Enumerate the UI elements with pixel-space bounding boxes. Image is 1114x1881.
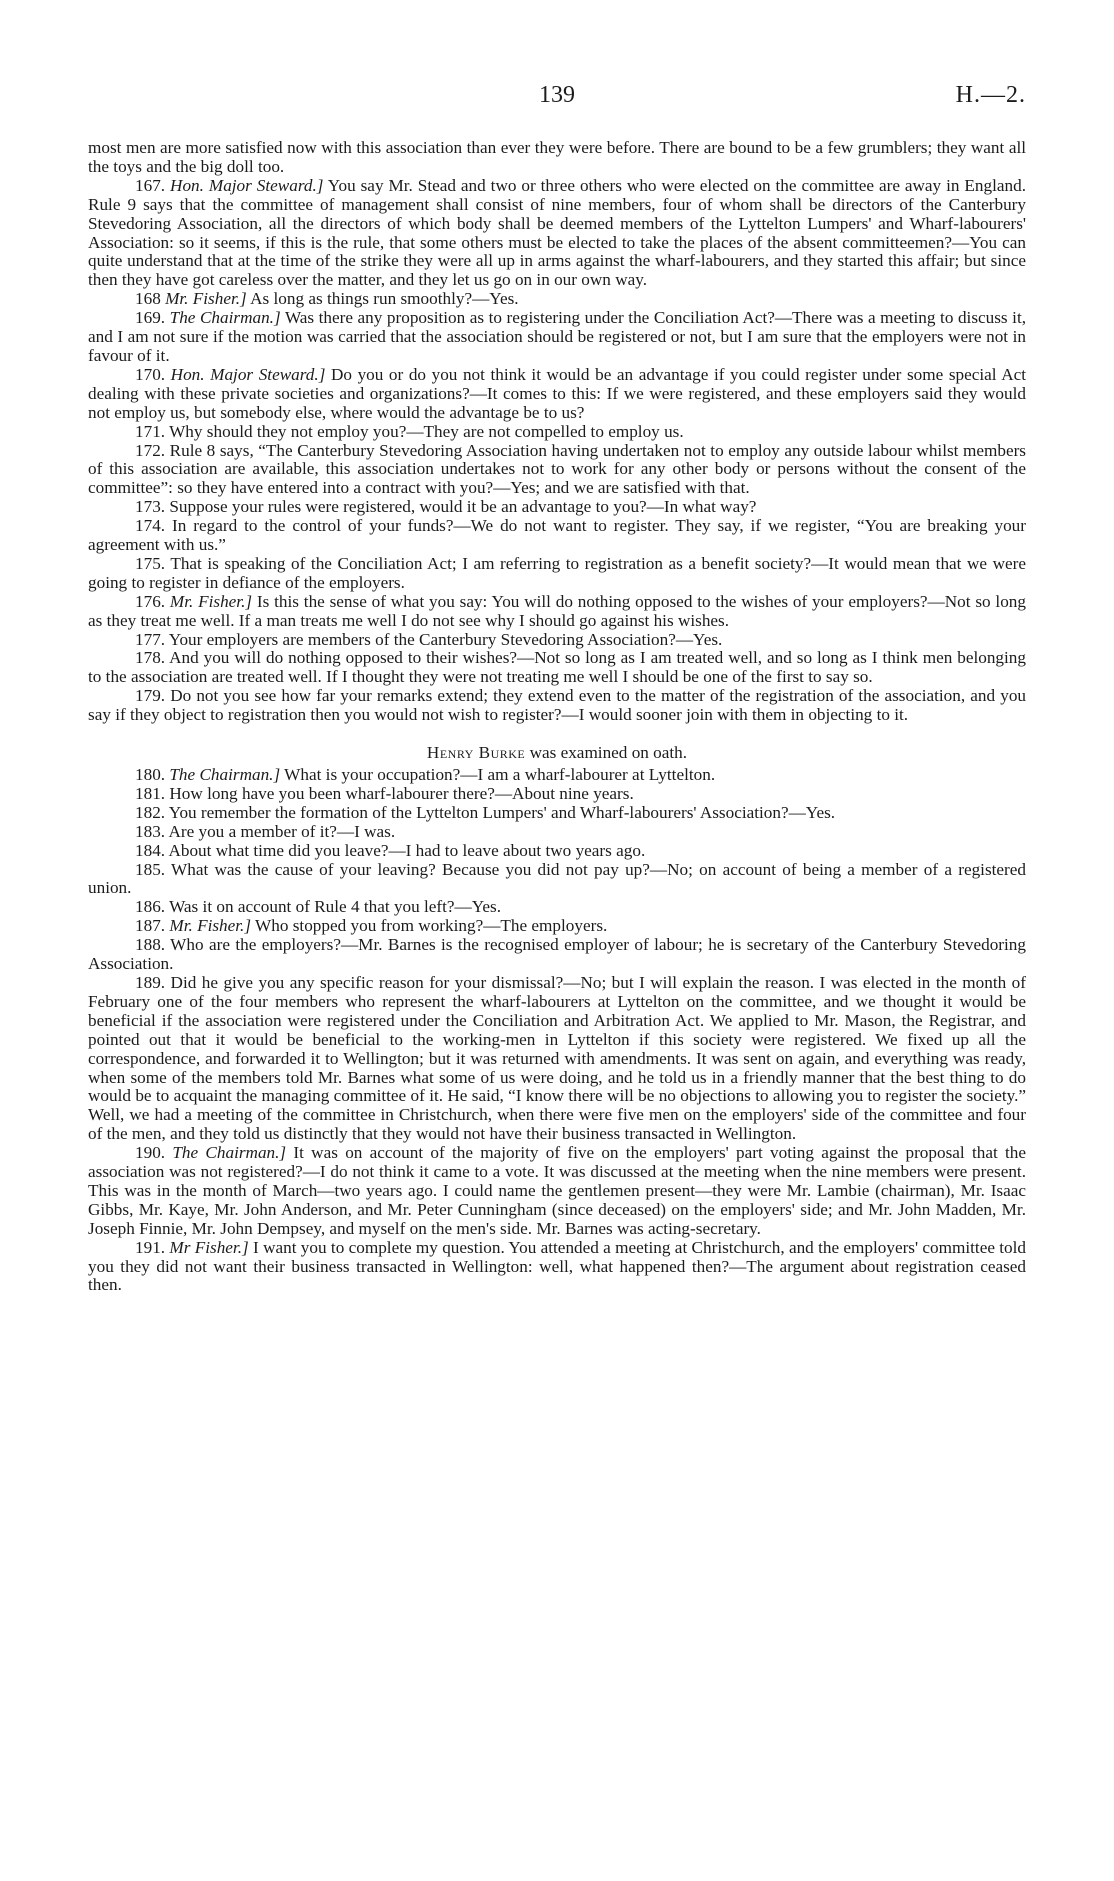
question-number: 178. — [135, 648, 166, 668]
witness-name: Henry Burke — [426, 743, 526, 763]
question-paragraph — [88, 593, 1026, 631]
speaker-name: Hon. Major Steward.] — [170, 364, 326, 384]
question-paragraph — [88, 177, 1026, 290]
speaker-name: The Chairman.] — [172, 1143, 287, 1163]
question-text: You remember the formation of the Lyttelton Lumpers' and Wharf-labourers' Association?—Yes. — [168, 802, 836, 822]
question-number: 176. — [135, 591, 166, 611]
question-number: 181. — [135, 783, 166, 803]
witness-heading-text: was examined on oath. — [529, 743, 688, 763]
question-paragraph — [88, 1239, 1026, 1296]
speaker-name: Mr. Fisher.] — [169, 916, 252, 936]
question-text: Suppose your rules were registered, would it be an advantage to you?—In what way? — [169, 497, 757, 517]
question-number: 167. — [135, 175, 166, 195]
question-number: 179. — [135, 686, 166, 706]
question-text: Who stopped you from working?—The employers. — [255, 916, 608, 936]
question-paragraph — [88, 974, 1026, 1144]
question-text: I want you to complete my question. You attended a meeting at Christchurch, and the employers' committee told you they did not want their business transacted in Wellington: well, what happened then?—The argument about registration ceased then. — [88, 1237, 1027, 1295]
question-text: And you will do nothing opposed to their wishes?—Not so long as I am treated well, and so long as I think men belonging to the association are treated well. If I thought they were not treating me well I should be one of the first to say so. — [88, 648, 1026, 687]
question-paragraph — [88, 442, 1026, 499]
question-text: How long have you been wharf-labourer there?—About nine years. — [169, 783, 634, 803]
question-number: 168 — [135, 289, 161, 309]
question-number: 186. — [135, 897, 166, 917]
testimony-section-1 — [88, 139, 1026, 725]
question-text: About what time did you leave?—I had to leave about two years ago. — [168, 840, 646, 860]
question-paragraph — [88, 917, 1026, 936]
question-text: Rule 8 says, “The Canterbury Stevedoring Association having undertaken not to employ any outside labour whilst members of this association are available, this association undertakes not to work for any other body or persons without the consent of the committee”: so they have entered into a contract with you?—Yes; and we are satisfied with that. — [88, 440, 1026, 498]
document-code: H.—2. — [955, 82, 1026, 108]
question-number: 174. — [135, 516, 166, 536]
question-text: Was there any proposition as to registering under the Conciliation Act?—There was a meeting to discuss it, and I am not sure if the motion was carried that the association should be registered or not, but I am sure that the employers were not in favour of it. — [88, 308, 1027, 365]
speaker-name: Hon. Major Steward.] — [170, 175, 324, 195]
question-text: What is your occupation?—I am a wharf-labourer at Lyttelton. — [284, 765, 716, 784]
question-paragraph — [88, 290, 1026, 309]
question-paragraph — [88, 423, 1026, 442]
question-number: 175. — [135, 553, 166, 573]
question-paragraph — [88, 1144, 1026, 1239]
question-paragraph — [88, 555, 1026, 593]
question-paragraph — [88, 687, 1026, 725]
question-text: Who are the employers?—Mr. Barnes is the recognised employer of labour; he is secretary of the Canterbury Stevedoring Association. — [88, 935, 1026, 974]
question-number: 183. — [135, 821, 166, 841]
question-number: 187. — [135, 916, 166, 936]
question-paragraph — [88, 785, 1026, 804]
question-text: In regard to the control of your funds?—We do not want to register. They say, if we register, “You are breaking your agreement with us.” — [88, 516, 1026, 555]
question-number: 169. — [135, 308, 166, 328]
page-number: 139 — [539, 82, 575, 108]
question-number: 191. — [135, 1237, 166, 1257]
question-paragraph — [88, 823, 1026, 842]
document-body — [88, 139, 1026, 1295]
question-number: 189. — [135, 972, 166, 992]
speaker-name: Mr. Fisher.] — [165, 289, 247, 309]
testimony-section-2 — [88, 766, 1026, 1295]
question-text: Was it on account of Rule 4 that you left?—Yes. — [169, 897, 502, 917]
question-number: 190. — [135, 1143, 166, 1163]
question-number: 177. — [135, 629, 166, 649]
question-paragraph — [88, 631, 1026, 650]
question-text: Do you or do you not think it would be an advantage if you could register under some special Act dealing with these private societies and organizations?—It comes to this: If we were registered, and these employers said they would not employ us, but somebody else, where would the advantage be to us? — [88, 364, 1027, 422]
question-paragraph — [88, 498, 1026, 517]
question-number: 172. — [135, 440, 166, 460]
question-number: 184. — [135, 840, 166, 860]
speaker-name: The Chairman.] — [169, 308, 281, 328]
question-text: What was the cause of your leaving? Because you did not pay up?—No; on account of being a member of a registered union. — [88, 859, 1026, 898]
question-text: Why should they not employ you?—They are not compelled to employ us. — [169, 421, 684, 441]
question-paragraph — [88, 842, 1026, 861]
question-paragraph — [88, 366, 1026, 423]
question-paragraph — [88, 139, 1026, 177]
question-text: You say Mr. Stead and two or three others who were elected on the committee are away in England. Rule 9 says that the committee of management shall consist of nine members, four of whom shall be directors of the Canterbury Stevedoring Association, all the directors of which body shall be deemed members of the Lyttelton Lumpers' and Wharf-labourers' Association: so it seems, if this is the rule, that some others must be elected to take the places of the absent committeemen?—You can quite understand that at the time of the strike they were all up in arms against the wharf-labourers, and they started this affair; but since then they have got careless over the matter, and they let us go on in our own way. — [88, 175, 1026, 290]
speaker-name: Mr Fisher.] — [169, 1237, 249, 1257]
question-number: 171. — [135, 421, 166, 441]
question-paragraph — [88, 517, 1026, 555]
question-number: 188. — [135, 935, 166, 955]
question-text: Are you a member of it?—I was. — [168, 821, 396, 841]
question-number: 180. — [135, 765, 166, 784]
question-paragraph — [88, 861, 1026, 899]
question-text: Did he give you any specific reason for your dismissal?—No; but I will explain the reason. I was elected in the month of February one of the four members who represent the wharf-labourers at Lyttelton on the committee, and we thought it would be beneficial if the association were registered under the Conciliation and Arbitration Act. We applied to Mr. Mason, the Registrar, and pointed out that it would be beneficial to the working-men in Lyttelton if this society were registered. We fixed up all the correspondence, and forwarded it to Wellington; but it was returned with amendments. It was sent on again, and everything was ready, when some of the members told Mr. Barnes what some of us were doing, and he told us in a friendly manner that the best thing to do would be to acquaint the managing committee of it. He said, “I know there will be no objections to allowing you to register the society.” Well, we had a meeting of the committee in Christchurch, when there were five men on the employers' side of the committee and four of the men, and they told us distinctly that they would not have their business transacted in Wellington. — [88, 972, 1026, 1144]
witness-heading — [88, 744, 1026, 763]
question-paragraph — [88, 309, 1026, 366]
speaker-name: The Chairman.] — [169, 765, 281, 784]
question-number: 170. — [135, 364, 166, 384]
question-text: Is this the sense of what you say: You will do nothing opposed to the wishes of your employers?—Not so long as they treat me well. If a man treats me well I do not see why I should go against his wishes. — [88, 591, 1026, 630]
question-text: As long as things run smoothly?—Yes. — [250, 289, 519, 309]
question-text: Your employers are members of the Canterbury Stevedoring Association?—Yes. — [168, 629, 723, 649]
question-number: 173. — [135, 497, 166, 517]
question-paragraph — [88, 898, 1026, 917]
question-paragraph — [88, 649, 1026, 687]
question-text: It was on account of the majority of five on the employers' part voting against the proposal that the association was not registered?—I do not think it came to a vote. It was discussed at the meeting when the nine members were present. This was in the month of March—two years ago. I could name the gentlemen present—they were Mr. Lambie (chairman), Mr. Isaac Gibbs, Mr. Kaye, Mr. John Anderson, and Mr. Peter Cunningham (since deceased) on the employers' side; and Mr. John Madden, Mr. Joseph Finnie, Mr. John Dempsey, and myself on the men's side. Mr. Barnes was acting-secretary. — [88, 1143, 1027, 1238]
question-paragraph — [88, 804, 1026, 823]
question-text: most men are more satisfied now with this association than ever they were before. There are bound to be a few grumblers; they want all the toys and the big doll too. — [88, 138, 1026, 176]
question-number: 185. — [135, 859, 166, 879]
question-number: 182. — [135, 802, 166, 822]
question-text: Do not you see how far your remarks extend; they extend even to the matter of the registration of the association, and you say if they object to registration then you would not wish to register?—I would sooner join with them in objecting to it. — [88, 686, 1027, 725]
question-text: That is speaking of the Conciliation Act; I am referring to registration as a benefit society?—It would mean that we were going to register in defiance of the employers. — [88, 553, 1026, 592]
question-paragraph — [88, 766, 1026, 785]
speaker-name: Mr. Fisher.] — [169, 591, 253, 611]
question-paragraph — [88, 936, 1026, 974]
